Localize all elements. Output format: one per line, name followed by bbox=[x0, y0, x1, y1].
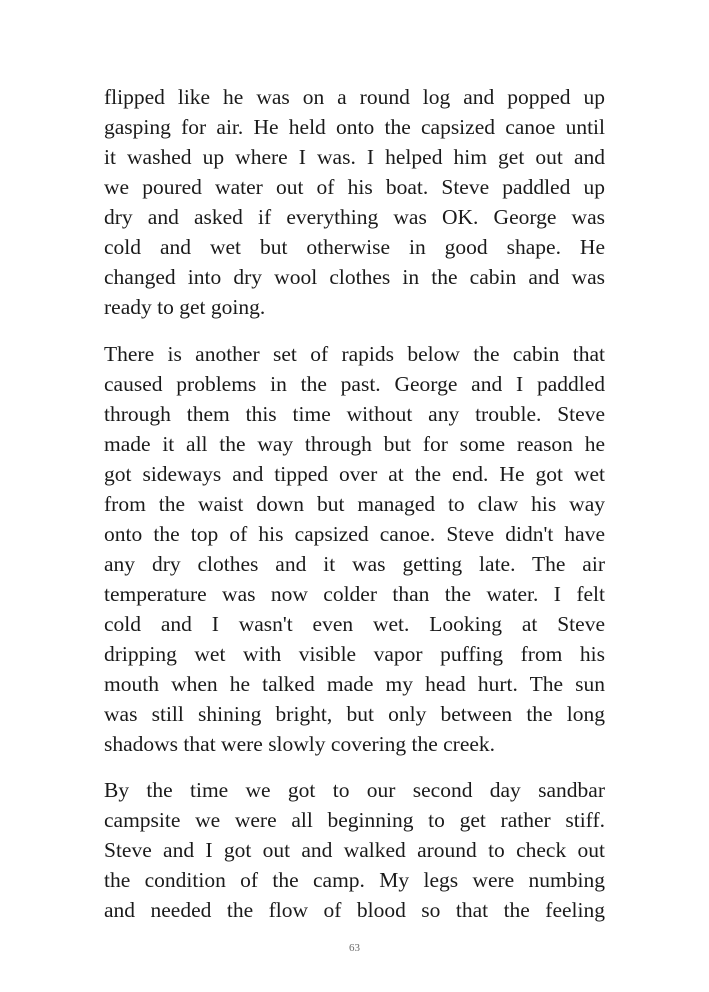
text-line: we poured water out of his boat. Steve paddled up bbox=[104, 175, 605, 199]
text-line: any dry clothes and it was getting late. The air bbox=[104, 551, 605, 576]
text-line: cold and wet but otherwise in good shape. He bbox=[104, 235, 605, 259]
text-line: There is another set of rapids below the cabin that bbox=[104, 341, 605, 366]
text-line: onto the top of his capsized canoe. Steve didn't have bbox=[104, 521, 605, 546]
text-line: was still shining bright, but only between the long bbox=[104, 701, 605, 726]
text-line: dripping wet with visible vapor puffing from his bbox=[104, 641, 605, 666]
text-line: Steve and I got out and walked around to check out bbox=[104, 838, 605, 862]
body-text bbox=[104, 82, 605, 925]
text-line: shadows that were slowly covering the creek. bbox=[104, 731, 496, 756]
text-line: caused problems in the past. George and I paddled bbox=[104, 371, 605, 396]
paragraph-2 bbox=[104, 339, 605, 759]
text-line: flipped like he was on a round log and popped up bbox=[104, 85, 605, 109]
text-line: dry and asked if everything was OK. George was bbox=[104, 205, 605, 229]
text-line: gasping for air. He held onto the capsized canoe until bbox=[104, 115, 605, 139]
text-line: through them this time without any trouble. Steve bbox=[104, 401, 605, 426]
text-line: campsite we were all beginning to get rather stiff. bbox=[104, 808, 605, 832]
text-line: the condition of the camp. My legs were numbing bbox=[104, 868, 605, 892]
text-line: it washed up where I was. I helped him get out and bbox=[104, 145, 605, 169]
text-line: got sideways and tipped over at the end. He got wet bbox=[104, 461, 605, 486]
page-number: 63 bbox=[349, 942, 360, 954]
text-line: and needed the flow of blood so that the feeling bbox=[104, 898, 605, 922]
text-line: made it all the way through but for some reason he bbox=[104, 431, 605, 456]
paragraph-1 bbox=[104, 82, 605, 322]
text-line: cold and I wasn't even wet. Looking at Steve bbox=[104, 611, 605, 636]
text-line: By the time we got to our second day sandbar bbox=[104, 778, 605, 802]
text-line: from the waist down but managed to claw his way bbox=[104, 491, 605, 516]
text-line: temperature was now colder than the water. I felt bbox=[104, 581, 605, 606]
paragraph-3 bbox=[104, 775, 605, 925]
text-line: ready to get going. bbox=[104, 295, 266, 319]
text-line: mouth when he talked made my head hurt. The sun bbox=[104, 671, 605, 696]
text-line: changed into dry wool clothes in the cabin and was bbox=[104, 265, 605, 289]
